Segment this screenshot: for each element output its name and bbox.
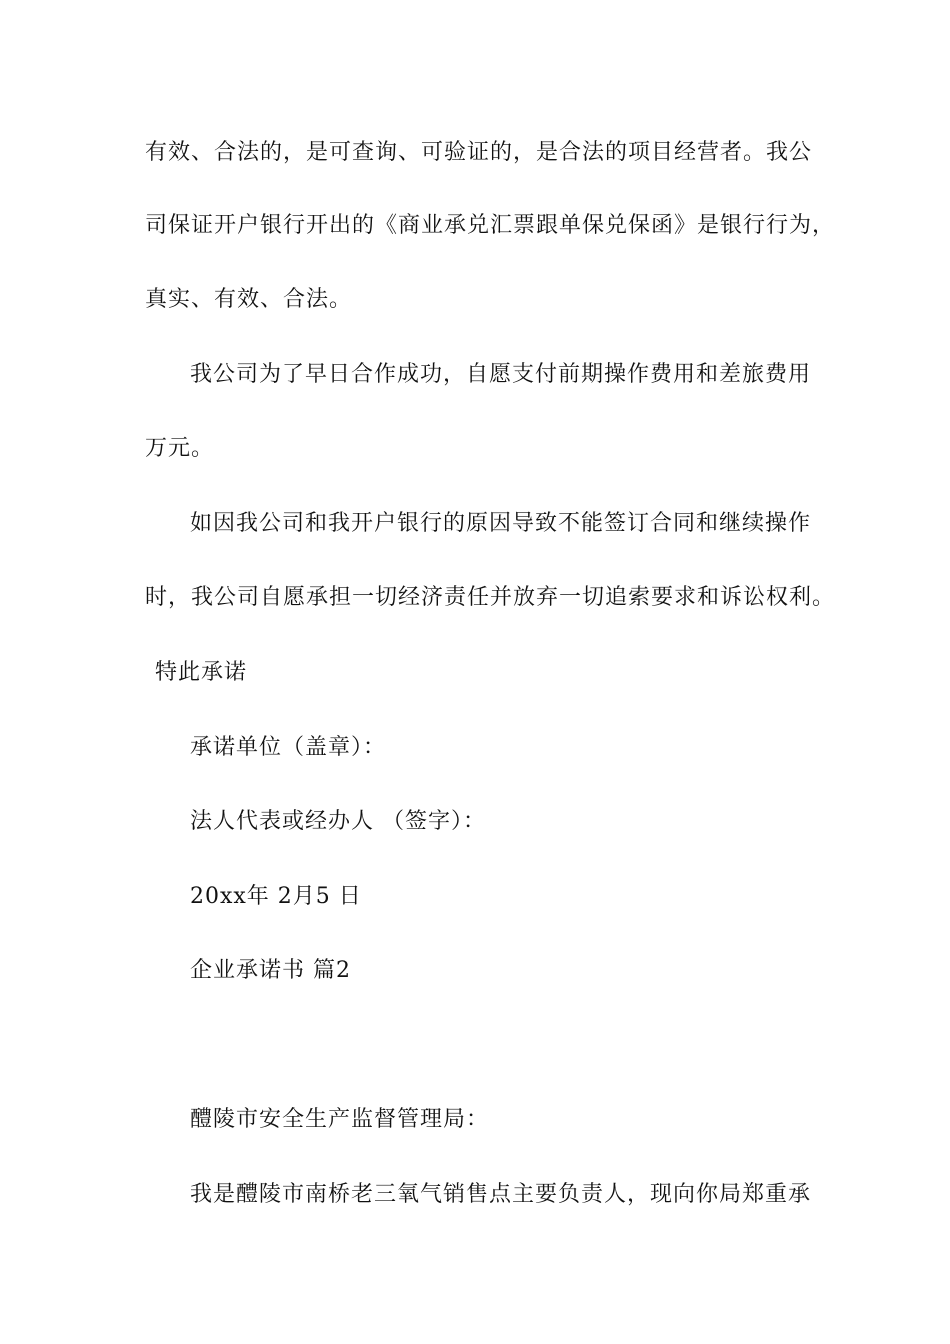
closing-statement: 特此承诺 [155, 660, 248, 685]
body-text-line: 我是醴陵市南桥老三氧气销售点主要负责人，现向你局郑重承 [190, 1182, 812, 1207]
signature-unit-label: 承诺单位（盖章）： [190, 735, 387, 760]
section-heading: 企业承诺书 篇2 [190, 958, 351, 983]
body-text-line: 司保证开户银行开出的《商业承兑汇票跟单保兑保函》是银行行为， [145, 213, 836, 238]
body-text-line: 真实、有效、合法。 [145, 287, 353, 312]
body-text-line: 时，我公司自愿承担一切经济责任并放弃一切追索要求和诉讼权利。 [145, 585, 836, 610]
body-text-line: 如因我公司和我开户银行的原因导致不能签订合同和继续操作 [190, 511, 812, 536]
date-line: 20xx年 2月5 日 [190, 884, 362, 909]
body-text-line: 有效、合法的，是可查询、可验证的，是合法的项目经营者。我公 [145, 140, 813, 165]
addressee-line: 醴陵市安全生产监督管理局： [190, 1107, 490, 1132]
body-text-line: 我公司为了早日合作成功，自愿支付前期操作费用和差旅费用 [190, 362, 812, 387]
signature-representative-label: 法人代表或经办人 （签字）： [190, 809, 486, 834]
body-text-line: 万元。 [145, 436, 215, 461]
